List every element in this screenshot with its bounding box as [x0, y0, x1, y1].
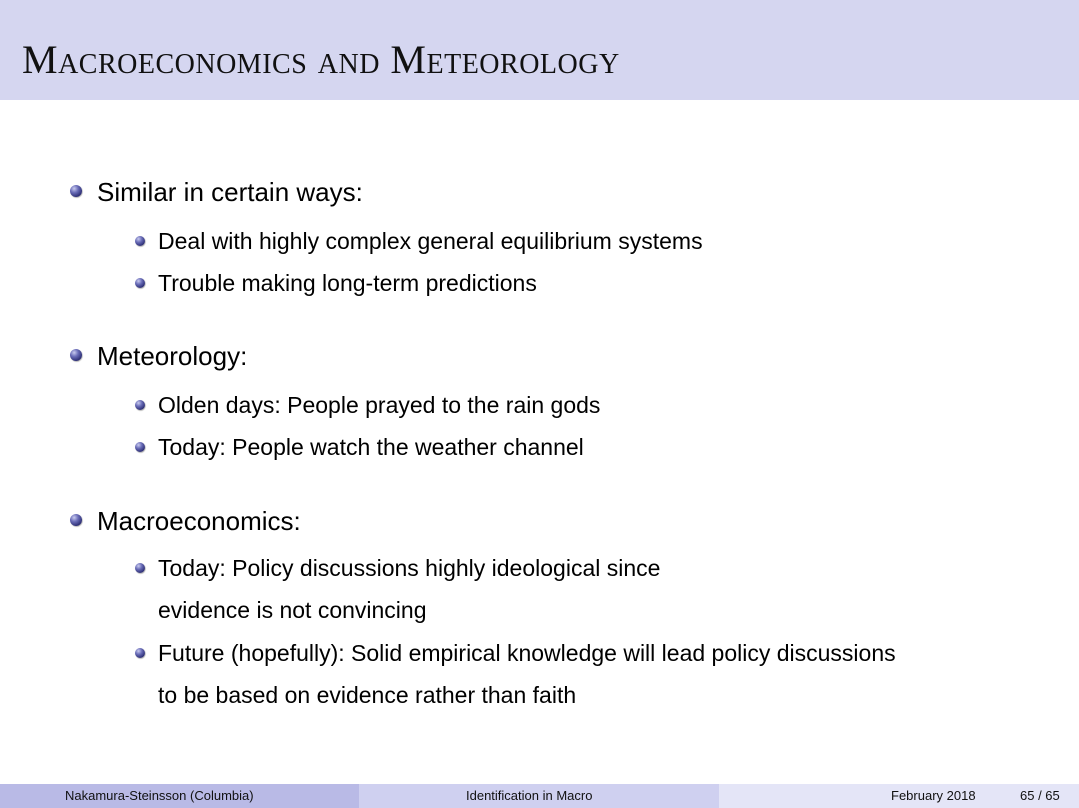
sub-bullet-marker-icon: [135, 563, 145, 573]
bullet-marker-icon: [70, 514, 82, 526]
bullet-marker-icon: [70, 185, 82, 197]
sub-bullet-text: Trouble making long-term predictions: [158, 270, 537, 296]
sub-bullet-text-continuation: to be based on evidence rather than faith: [158, 682, 577, 708]
sub-bullet-marker-icon: [135, 442, 145, 452]
footer-talk-title: Identification in Macro: [466, 788, 593, 803]
sub-bullet-marker-icon: [135, 278, 145, 288]
bullet-marker-icon: [70, 349, 82, 361]
sub-bullet-text: Today: Policy discussions highly ideological since: [158, 555, 661, 581]
sub-bullet-marker-icon: [135, 648, 145, 658]
sub-bullet-marker-icon: [135, 236, 145, 246]
footer: [0, 784, 1079, 808]
sub-bullet-marker-icon: [135, 400, 145, 410]
bullet-text: Similar in certain ways:: [97, 177, 363, 207]
sub-bullet-text: Olden days: People prayed to the rain gods: [158, 392, 601, 418]
sub-bullet-text: Future (hopefully): Solid empirical knowledge will lead policy discussions: [158, 640, 896, 666]
footer-title-section: [359, 784, 719, 808]
slide-title: Macroeconomics and Meteorology: [22, 37, 620, 82]
sub-bullet-text-continuation: evidence is not convincing: [158, 597, 427, 623]
footer-date: February 2018: [891, 788, 976, 803]
footer-page-number: 65 / 65: [1020, 788, 1060, 803]
footer-author-section: [0, 784, 359, 808]
bullet-text: Meteorology:: [97, 341, 248, 371]
footer-author: Nakamura-Steinsson (Columbia): [65, 788, 254, 803]
bullet-text: Macroeconomics:: [97, 506, 301, 536]
sub-bullet-text: Today: People watch the weather channel: [158, 434, 584, 460]
footer-date-section: [719, 784, 1079, 808]
sub-bullet-text: Deal with highly complex general equilibrium systems: [158, 228, 703, 254]
